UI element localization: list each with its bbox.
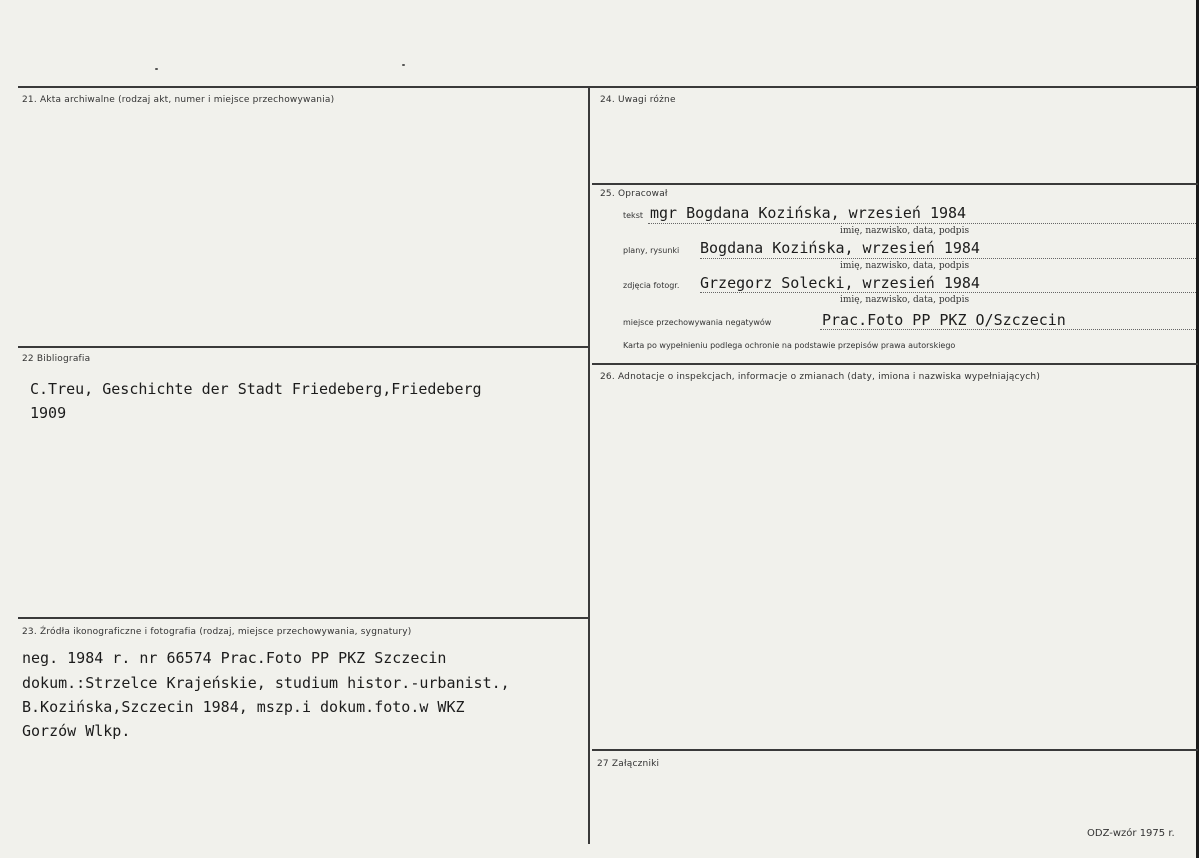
zdjecia-label: zdjęcia fotogr. [623,281,680,290]
section-27-label: 27 Załączniki [597,759,660,769]
plany-label: plany, rysunki [623,246,680,255]
bibliography-line-1: C.Treu, Geschichte der Stadt Friedeberg,Friedeberg [30,380,482,398]
zdjecia-dotted-line [700,292,1196,293]
center-divider [588,86,590,844]
form-version: ODZ-wzór 1975 r. [1087,828,1175,839]
zdjecia-caption: imię, nazwisko, data, podpis [840,295,970,305]
top-rule [18,86,1198,88]
sources-line-2: dokum.:Strzelce Krajeńskie, studium histor.-urbanist., [22,674,510,692]
bibliography-line-2: 1909 [30,404,67,422]
plany-dotted-line [700,258,1196,259]
sources-line-4: Gorzów Wlkp. [22,722,131,740]
negatywy-value: Prac.Foto PP PKZ O/Szczecin [822,311,1066,329]
section-21-label: 21. Akta archiwalne (rodzaj akt, numer i miejsce przechowywania) [22,95,335,105]
tekst-dotted-line [648,223,1196,224]
plany-value: Bogdana Kozińska, wrzesień 1984 [700,239,980,257]
rule-26-27 [592,749,1198,751]
sources-line-3: B.Kozińska,Szczecin 1984, mszp.i dokum.foto.w WKZ [22,698,465,716]
rule-24-25 [592,183,1198,185]
negatywy-dotted-line [820,329,1196,330]
sources-line-1: neg. 1984 r. nr 66574 Prac.Foto PP PKZ Szczecin [22,649,447,667]
ink-mark [402,64,405,66]
tekst-label: tekst [623,211,643,220]
plany-caption: imię, nazwisko, data, podpis [840,261,970,271]
rule-21-22 [18,346,588,348]
section-25-label: 25. Opracował [600,189,668,199]
section-24-label: 24. Uwagi różne [600,95,676,105]
tekst-value: mgr Bogdana Kozińska, wrzesień 1984 [650,204,967,222]
section-22-label: 22 Bibliografia [22,354,91,364]
ink-mark [155,68,158,70]
section-26-label: 26. Adnotacje o inspekcjach, informacje o zmianach (daty, imiona i nazwiska wypełniających) [600,372,1041,382]
rule-25-26 [592,363,1198,365]
tekst-caption: imię, nazwisko, data, podpis [840,226,970,236]
section-23-label: 23. Źródła ikonograficzne i fotografia (rodzaj, miejsce przechowywania, sygnatury) [22,627,412,637]
rule-22-23 [18,617,588,619]
zdjecia-value: Grzegorz Solecki, wrzesień 1984 [700,274,980,292]
negatywy-label: miejsce przechowywania negatywów [623,318,772,327]
copyright-note: Karta po wypełnieniu podlega ochronie na podstawie przepisów prawa autorskiego [623,341,956,350]
